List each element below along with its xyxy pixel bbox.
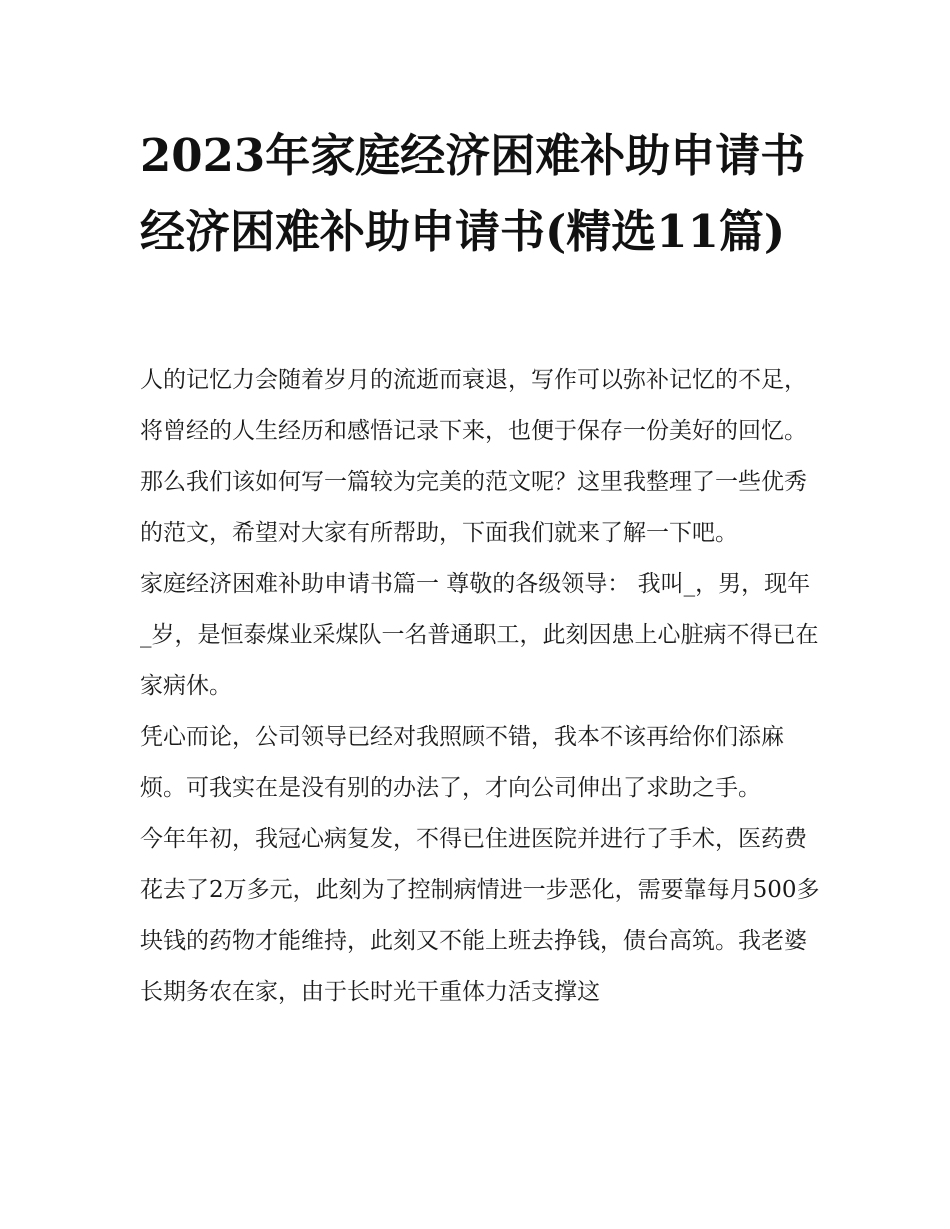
- paragraph-salutation: 家庭经济困难补助申请书篇一 尊敬的各级领导： 我叫_，男，现年_岁，是恒泰煤业采煤队一名普通职工，此刻因患上心脏病不得已在家病休。: [140, 571, 819, 699]
- paragraph-gratitude: 凭心而论，公司领导已经对我照顾不错，我本不该再给你们添麻烦。可我实在是没有别的办法了，才向公司伸出了求助之手。: [140, 724, 784, 801]
- document-title: 2023年家庭经济困难补助申请书 经济困难补助申请书(精选11篇): [140, 129, 806, 258]
- document-body: [140, 355, 820, 1018]
- paragraph-intro: 人的记忆力会随着岁月的流逝而衰退，写作可以弥补记忆的不足，将曾经的人生经历和感悟记录下来，也便于保存一份美好的回忆。那么我们该如何写一篇较为完美的范文呢？这里我整理了一些优秀的范文，希望对大家有所帮助，下面我们就来了解一下吧。: [140, 367, 807, 546]
- paragraph-situation: 今年年初，我冠心病复发，不得已住进医院并进行了手术，医药费花去了2万多元，此刻为了控制病情进一步恶化，需要靠每月500多块钱的药物才能维持，此刻又不能上班去挣钱，债台高筑。我老婆长期务农在家，由于长时光干重体力活支撑这: [140, 826, 820, 1005]
